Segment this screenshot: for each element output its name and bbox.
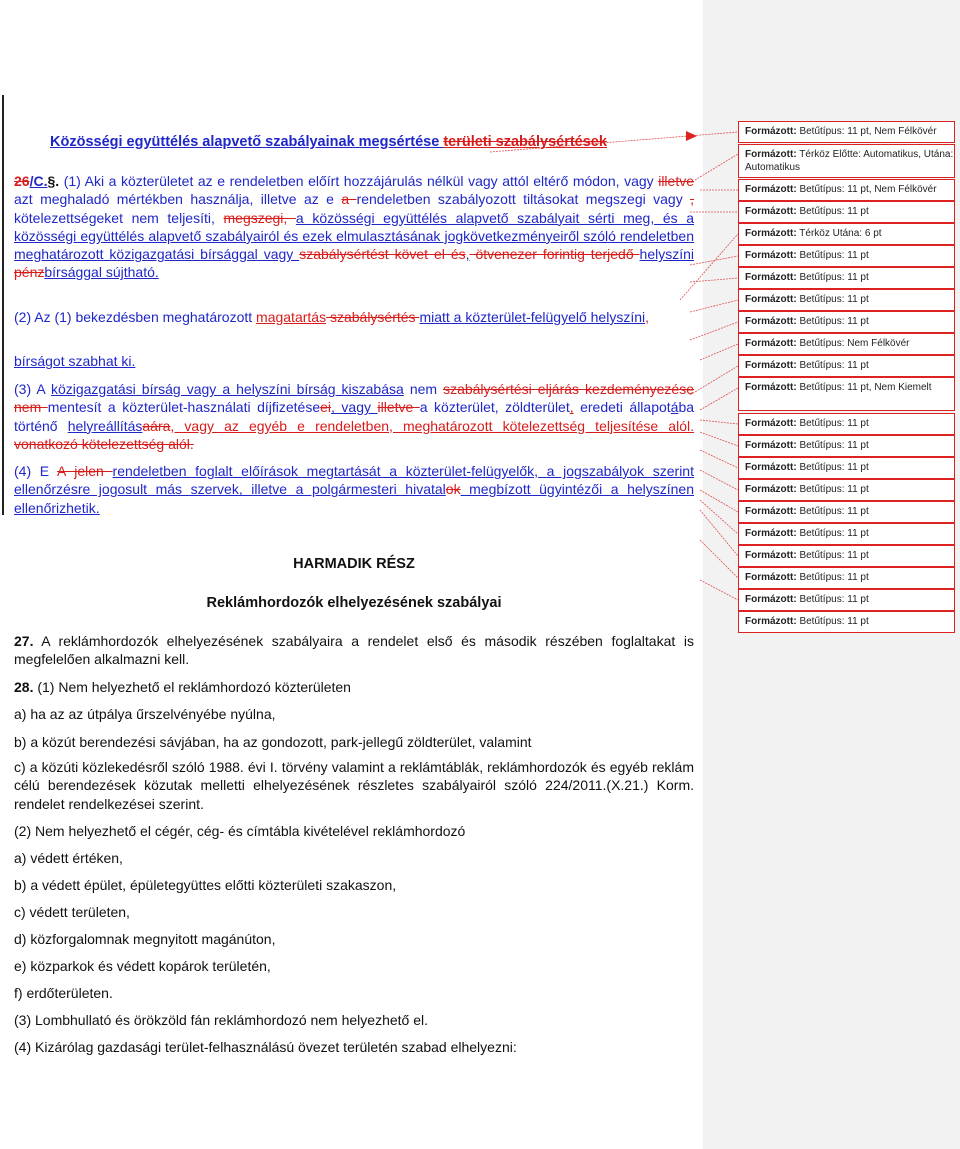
inserted-run: á <box>670 399 679 416</box>
deleted-run: megszegi, <box>223 209 296 226</box>
section-heading <box>50 133 730 151</box>
list-item: b) a közút berendezési sávjában, ha az gondozott, park-jellegű zöldterület, valamint <box>14 734 532 750</box>
part-subtitle: Reklámhordozók elhelyezésének szabályai <box>206 595 502 611</box>
part-title: HARMADIK RÉSZ <box>293 556 415 572</box>
comment-label: Formázott: <box>745 382 797 393</box>
comment-label: Formázott: <box>745 338 797 349</box>
inserted-number: /C. <box>29 173 48 189</box>
comment-balloon[interactable] <box>738 311 955 333</box>
comment-label: Formázott: <box>745 272 797 283</box>
comment-text: Betűtípus: 11 pt <box>799 506 869 517</box>
heading-text-b: zösségi együttélés alapvető szabályainak megsértése <box>69 134 444 150</box>
deleted-run: szabálysértési eljárás kezdeményezése nem <box>14 381 695 416</box>
list-item: e) közparkok és védett kopárok területén, <box>14 958 271 974</box>
deleted-run: illetve <box>658 173 694 189</box>
inserted-run: megbízott ügyintézői a helyszínen ellenőrizhetik. <box>14 481 694 516</box>
list-item: f) erdőterületen. <box>14 985 113 1001</box>
paragraph-26-2 <box>14 308 694 326</box>
section-number: 27. <box>14 633 34 649</box>
comment-balloon[interactable] <box>738 567 955 589</box>
comment-balloon[interactable] <box>738 413 955 435</box>
comment-balloon[interactable] <box>738 144 955 178</box>
comment-label: Formázott: <box>745 572 797 583</box>
deleted-run: pénz <box>14 264 45 281</box>
deleted-run: vonatkozó kötelezettség alól. <box>14 435 194 452</box>
inserted-run: , vagy az egyéb e rendeletben, meghatározott kötelezettség teljesítése alól. <box>170 417 694 434</box>
comment-balloon[interactable] <box>738 355 955 377</box>
inserted-run: magatartás <box>256 309 327 325</box>
inserted-run: helyszíni <box>639 246 695 263</box>
comment-text: Betűtípus: 11 pt, Nem Félkövér <box>799 184 937 195</box>
comment-label: Formázott: <box>745 616 797 627</box>
comment-label: Formázott: <box>745 550 797 561</box>
list-item: d) közforgalomnak megnyitott magánúton, <box>14 931 276 947</box>
comment-balloon[interactable] <box>738 333 955 355</box>
comment-text: Betűtípus: 11 pt <box>799 272 869 283</box>
comment-label: Formázott: <box>745 484 797 495</box>
deleted-run: , <box>690 191 694 208</box>
inserted-run: rendeletben foglalt előírások megtartását a közterület-felügyelők, a jogszabályok szerint ellenőrzésre jogosult más szervek, illetve a polgármesteri hivatal <box>14 463 694 498</box>
heading-text-a: Kö <box>50 134 70 150</box>
inserted-run: a közösségi együttélés alapvető szabályait sérti meg, és a közösségi együttélés alapvető szabályairól és ezek elmulasztásának jogkövetkezményeiről szóló rendeletben meghatározott közigazgatási bírsággal vagy <box>14 209 695 263</box>
comment-text: Betűtípus: 11 pt <box>799 206 869 217</box>
inserted-run: , <box>645 309 650 325</box>
inserted-run: , vagy <box>331 399 378 416</box>
comment-balloon[interactable] <box>738 245 955 267</box>
text-run: mentesít a közterület-használati díjfizetése <box>47 399 321 416</box>
comment-text: Betűtípus: 11 pt <box>799 572 869 583</box>
paragraph-28-4: (4) Kizárólag gazdasági terület-felhasználású övezet területén szabad elhelyezni: <box>14 1039 517 1055</box>
comment-label: Formázott: <box>745 360 797 371</box>
comment-balloon[interactable] <box>738 479 955 501</box>
list-item: c) a közúti közlekedésről szóló 1988. évi I. törvény valamint a reklámtáblák, reklámhordozók és egyéb reklám célú berendezések közutak melletti elhelyezésének részletes szabályairól szóló 224/2011.(X.21.) Korm. rendelet rendelkezései szerint. <box>14 759 694 812</box>
text-run: (3) A <box>14 381 51 397</box>
list-item: b) a védett épület, épületegyüttes előtti közterületi szakaszon, <box>14 877 397 893</box>
heading-deleted-text: területi szabálysértések <box>443 134 607 150</box>
text-run: azt meghaladó mértékben használja, illetve az e <box>14 191 342 208</box>
text-run: (2) Az (1) bekezdésben meghatározott <box>14 309 257 325</box>
paragraph-28-3: (3) Lombhullató és örökzöld fán reklámhordozó nem helyezhető el. <box>14 1012 429 1028</box>
deleted-run: szabálysértés <box>326 309 420 325</box>
comment-label: Formázott: <box>745 184 797 195</box>
text-run: rendeletben szabályozott tiltásokat megszegi vagy <box>356 191 691 208</box>
paragraph-text: A reklámhordozók elhelyezésének szabályaira a rendelet első és második részében foglaltakat is megfelelően alkalmazni kell. <box>14 633 694 668</box>
comment-balloon[interactable] <box>738 289 955 311</box>
comment-balloon[interactable] <box>738 121 955 143</box>
text-run: (1) Aki a közterületet az e rendeletben előírt hozzájárulás nélkül vagy attól eltérő módon, vagy <box>59 173 659 189</box>
comment-text: Betűtípus: Nem Félkövér <box>799 338 910 349</box>
comment-label: Formázott: <box>745 594 797 605</box>
comment-text: Betűtípus: 11 pt <box>799 528 869 539</box>
paragraph-28-2: (2) Nem helyezhető el cégér, cég- és címtábla kivételével reklámhordozó <box>14 823 466 839</box>
comment-label: Formázott: <box>745 316 797 327</box>
comment-text: Betűtípus: 11 pt <box>799 594 869 605</box>
deleted-run: illetve <box>377 399 420 416</box>
deleted-run: szabálysértést követ el és <box>299 246 466 263</box>
paragraph-text: (1) Nem helyezhető el reklámhordozó közterületen <box>33 679 351 695</box>
comment-label: Formázott: <box>745 462 797 473</box>
comment-balloon[interactable] <box>738 377 955 411</box>
comment-balloon[interactable] <box>738 267 955 289</box>
comment-text: Betűtípus: 11 pt <box>799 360 869 371</box>
comment-balloon[interactable] <box>738 201 955 223</box>
comment-balloon[interactable] <box>738 611 955 633</box>
comment-label: Formázott: <box>745 418 797 429</box>
text-run: eredeti állapot <box>573 399 671 416</box>
list-item: c) védett területen, <box>14 904 130 920</box>
comment-balloon[interactable] <box>738 523 955 545</box>
comment-balloon[interactable] <box>738 223 955 245</box>
comment-label: Formázott: <box>745 206 797 217</box>
comment-text: Betűtípus: 11 pt <box>799 484 869 495</box>
inserted-run: bírságot szabhat ki. <box>14 353 136 369</box>
comment-label: Formázott: <box>745 440 797 451</box>
paragraph-26-4 <box>14 462 694 517</box>
comment-text: Betűtípus: 11 pt, Nem Kiemelt <box>799 382 932 393</box>
comment-label: Formázott: <box>745 528 797 539</box>
comment-label: Formázott: <box>745 250 797 261</box>
inserted-run: bírsággal sújtható. <box>44 264 159 281</box>
comment-label: Formázott: <box>745 126 797 137</box>
comment-text: Betűtípus: 11 pt <box>799 550 869 561</box>
paragraph-26-1 <box>14 172 694 282</box>
comment-text: Betűtípus: 11 pt <box>799 294 869 305</box>
paragraph-27 <box>14 632 694 669</box>
deleted-run: ok <box>445 481 461 498</box>
comment-text: Térköz Előtte: Automatikus, Utána: Automatikus <box>745 149 954 173</box>
comment-text: Betűtípus: 11 pt <box>799 250 869 261</box>
paragraph-28-1 <box>14 678 694 696</box>
comment-balloon[interactable] <box>738 545 955 567</box>
deleted-run: ei <box>320 399 332 416</box>
list-item: a) védett értéken, <box>14 850 123 866</box>
inserted-run: helyreállítás <box>67 417 143 434</box>
comment-text: Betűtípus: 11 pt, Nem Félkövér <box>799 126 937 137</box>
comment-label: Formázott: <box>745 506 797 517</box>
comment-balloon[interactable] <box>738 179 955 201</box>
inserted-run: közigazgatási bírság vagy a helyszíni bírság kiszabása <box>50 381 404 397</box>
comment-text: Betűtípus: 11 pt <box>799 418 869 429</box>
deleted-run: a <box>341 191 357 208</box>
text-run: kötelezettségeket nem teljesíti, <box>14 209 224 226</box>
comment-balloon[interactable] <box>738 457 955 479</box>
comment-balloon[interactable] <box>738 501 955 523</box>
inserted-run: , <box>465 246 470 263</box>
comment-text: Betűtípus: 11 pt <box>799 616 869 627</box>
deleted-number: 26 <box>14 173 30 189</box>
section-sign: §. <box>47 173 60 189</box>
deleted-run: A jelen <box>57 463 113 479</box>
inserted-run: miatt a közterület-felügyelő helyszíni <box>419 309 646 325</box>
deleted-run: aára <box>142 417 171 434</box>
comment-label: Formázott: <box>745 149 797 160</box>
comment-label: Formázott: <box>745 228 797 239</box>
comment-label: Formázott: <box>745 294 797 305</box>
text-run: (4) E <box>14 463 58 479</box>
paragraph-26-2-cont <box>14 352 694 370</box>
comment-text: Betűtípus: 11 pt <box>799 462 869 473</box>
deleted-run: ötvenezer forintig terjedő <box>469 246 640 263</box>
text-run: nem <box>403 381 444 397</box>
text-run: a közterület, zöldterület <box>419 399 570 416</box>
comment-text: Betűtípus: 11 pt <box>799 316 869 327</box>
comment-balloon[interactable] <box>738 589 955 611</box>
comment-balloon[interactable] <box>738 435 955 457</box>
paragraph-26-3 <box>14 380 694 453</box>
list-item: a) ha az az útpálya űrszelvényébe nyúlna, <box>14 706 276 722</box>
inserted-run: , <box>569 399 574 416</box>
text-run: ba történő <box>14 399 695 434</box>
comment-text: Térköz Utána: 6 pt <box>799 228 882 239</box>
comment-text: Betűtípus: 11 pt <box>799 440 869 451</box>
section-number: 28. <box>14 679 34 695</box>
